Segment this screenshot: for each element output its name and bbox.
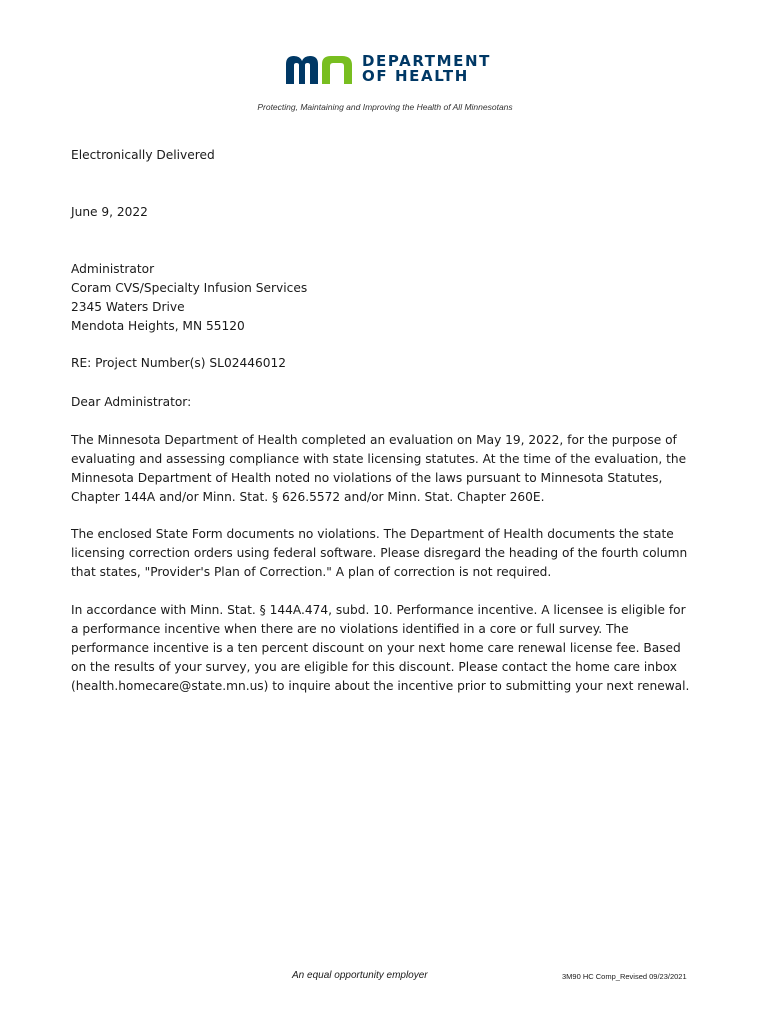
- recipient-address: [71, 260, 711, 336]
- paragraph-line: Chapter 144A and/or Minn. Stat. § 626.5572 and/or Minn. Stat. Chapter 260E.: [71, 490, 545, 504]
- delivery-method: Electronically Delivered: [71, 148, 215, 162]
- address-line: Mendota Heights, MN 55120: [71, 319, 245, 333]
- form-code-footer: 3M90 HC Comp_Revised 09/23/2021: [562, 972, 687, 981]
- paragraph-line: licensing correction orders using federal software. Please disregard the heading of the fourth column: [71, 546, 688, 560]
- paragraph-1: [71, 431, 711, 507]
- equal-opportunity-footer: An equal opportunity employer: [292, 970, 428, 981]
- paragraph-line: In accordance with Minn. Stat. § 144A.474, subd. 10. Performance incentive. A licensee is eligible for: [71, 603, 686, 617]
- mdh-logo: [284, 52, 491, 86]
- paragraph-line: on the results of your survey, you are eligible for this discount. Please contact the home care inbox: [71, 660, 678, 674]
- paragraph-line: The Minnesota Department of Health completed an evaluation on May 19, 2022, for the purpose of: [71, 433, 677, 447]
- org-name: [362, 54, 491, 84]
- address-line: Administrator: [71, 262, 155, 276]
- salutation: Dear Administrator:: [71, 395, 192, 409]
- paragraph-3: [71, 601, 711, 696]
- address-line: 2345 Waters Drive: [71, 300, 185, 314]
- paragraph-line: performance incentive is a ten percent discount on your next home care renewal license fee. Based: [71, 641, 681, 655]
- paragraph-line: The enclosed State Form documents no violations. The Department of Health documents the state: [71, 527, 674, 541]
- paragraph-line: evaluating and assessing compliance with state licensing statutes. At the time of the evaluation, the: [71, 452, 687, 466]
- paragraph-2: [71, 525, 711, 582]
- paragraph-line: (health.homecare@state.mn.us) to inquire about the incentive prior to submitting your next renewal.: [71, 679, 690, 693]
- paragraph-line: Minnesota Department of Health noted no violations of the laws pursuant to Minnesota Statutes,: [71, 471, 663, 485]
- mn-logo-icon: [284, 52, 354, 86]
- org-name-line1: DEPARTMENT: [362, 52, 491, 70]
- re-line: RE: Project Number(s) SL02446012: [71, 356, 286, 370]
- paragraph-line: a performance incentive when there are no violations identified in a core or full survey. The: [71, 622, 629, 636]
- letter-date: June 9, 2022: [71, 205, 148, 219]
- org-name-line2: OF HEALTH: [362, 67, 469, 85]
- address-line: Coram CVS/Specialty Infusion Services: [71, 281, 308, 295]
- tagline: Protecting, Maintaining and Improving the Health of All Minnesotans: [257, 102, 513, 112]
- paragraph-line: that states, "Provider's Plan of Correction." A plan of correction is not required.: [71, 565, 552, 579]
